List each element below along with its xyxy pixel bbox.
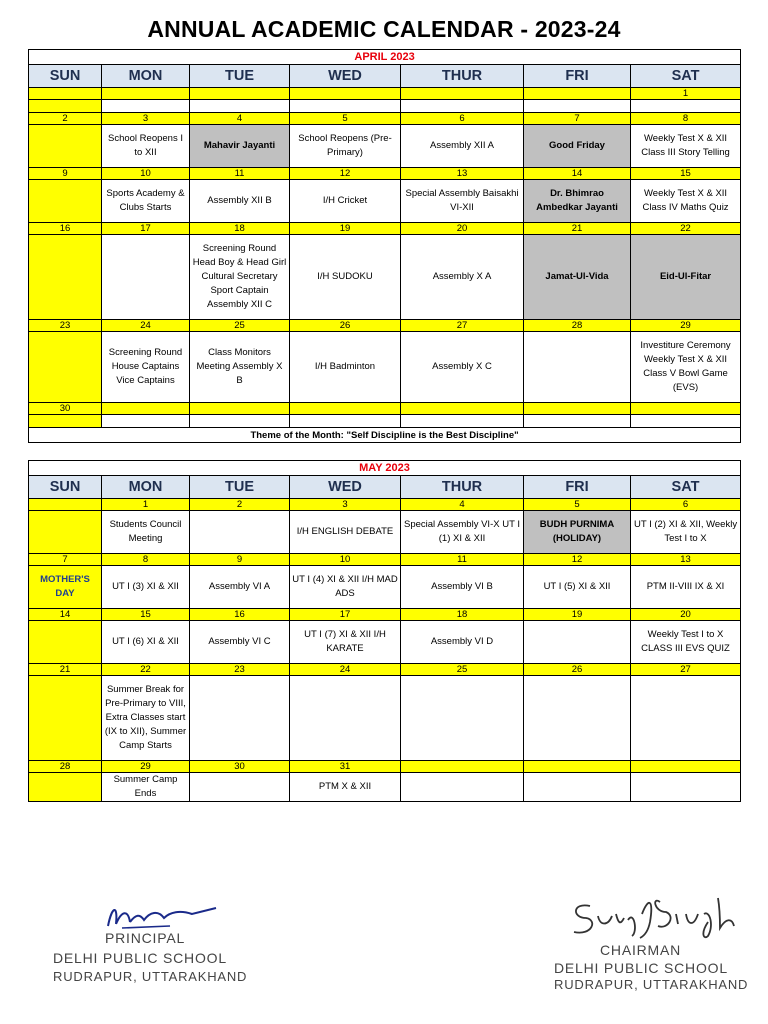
chairman-place: RUDRAPUR, UTTARAKHAND — [554, 977, 749, 992]
day-event-cell: I/H Cricket — [290, 180, 401, 223]
day-event-cell — [631, 676, 741, 761]
day-number: 20 — [401, 223, 524, 235]
day-event-cell: UT I (5) XI & XII — [524, 566, 631, 609]
day-number: 5 — [290, 113, 401, 125]
day-number: 9 — [29, 168, 102, 180]
day-event-cell: Screening Round Head Boy & Head Girl Cultural Secretary Sport Captain Assembly XII C — [190, 235, 290, 320]
day-number: 23 — [29, 320, 102, 332]
weekday-thur: THUR — [401, 476, 524, 499]
april-calendar-table — [28, 49, 741, 443]
page-title: ANNUAL ACADEMIC CALENDAR - 2023-24 — [147, 16, 621, 42]
day-number: 12 — [290, 168, 401, 180]
day-event-cell — [190, 511, 290, 554]
day-event-cell: Dr. Bhimrao Ambedkar Jayanti — [524, 180, 631, 223]
event-row — [29, 621, 741, 664]
day-number — [524, 761, 631, 773]
day-event-cell — [102, 100, 190, 113]
day-event-cell: Screening Round House Captains Vice Captains — [102, 332, 190, 403]
day-event-cell: Eid-Ul-Fitar — [631, 235, 741, 320]
day-number: 6 — [631, 499, 741, 511]
day-event-cell: UT I (2) XI & XII, Weekly Test I to X — [631, 511, 741, 554]
day-number: 25 — [401, 664, 524, 676]
day-number: 23 — [190, 664, 290, 676]
day-number: 12 — [524, 554, 631, 566]
day-event-cell — [401, 100, 524, 113]
day-event-cell: Assembly VI D — [401, 621, 524, 664]
chairman-role: CHAIRMAN — [600, 942, 682, 958]
day-event-cell — [524, 100, 631, 113]
day-event-cell: Class Monitors Meeting Assembly X B — [190, 332, 290, 403]
day-event-cell — [524, 621, 631, 664]
day-event-cell: PTM II-VIII IX & XI — [631, 566, 741, 609]
day-event-cell: I/H ENGLISH DEBATE — [290, 511, 401, 554]
day-number: 22 — [102, 664, 190, 676]
day-number: 1 — [102, 499, 190, 511]
day-number-row — [29, 88, 741, 100]
day-event-cell: Assembly VI B — [401, 566, 524, 609]
day-number: 3 — [290, 499, 401, 511]
principal-role: PRINCIPAL — [105, 930, 186, 946]
day-number: 2 — [190, 499, 290, 511]
day-event-cell — [29, 180, 102, 223]
day-number: 2 — [29, 113, 102, 125]
april-weekday-header-row — [29, 65, 741, 88]
day-number: 19 — [290, 223, 401, 235]
day-number: 27 — [401, 320, 524, 332]
weekday-fri: FRI — [524, 65, 631, 88]
principal-school: DELHI PUBLIC SCHOOL — [53, 950, 227, 966]
day-event-cell: Special Assembly VI-X UT I (1) XI & XII — [401, 511, 524, 554]
principal-signature-block — [50, 900, 270, 990]
event-row — [29, 773, 741, 802]
day-event-cell: Special Assembly Baisakhi VI-XII — [401, 180, 524, 223]
day-number: 10 — [290, 554, 401, 566]
day-event-cell — [29, 100, 102, 113]
principal-signature-image — [100, 900, 220, 932]
day-number: 29 — [631, 320, 741, 332]
weekday-fri: FRI — [524, 476, 631, 499]
day-event-cell: Weekly Test I to X CLASS III EVS QUIZ — [631, 621, 741, 664]
day-number — [631, 403, 741, 415]
chairman-signature-image — [568, 892, 738, 942]
day-number — [102, 88, 190, 100]
day-number: 21 — [524, 223, 631, 235]
day-event-cell — [190, 773, 290, 802]
day-number: 15 — [631, 168, 741, 180]
day-event-cell — [524, 415, 631, 428]
day-number — [29, 88, 102, 100]
day-event-cell: Assembly X A — [401, 235, 524, 320]
may-calendar-table — [28, 460, 741, 802]
day-number: 26 — [290, 320, 401, 332]
april-month-row — [29, 50, 741, 65]
day-event-cell: UT I (7) XI & XII I/H KARATE — [290, 621, 401, 664]
april-month-title: APRIL 2023 — [29, 50, 741, 65]
day-event-cell — [290, 100, 401, 113]
weekday-tue: TUE — [190, 476, 290, 499]
day-event-cell — [524, 676, 631, 761]
day-number: 13 — [401, 168, 524, 180]
day-number: 3 — [102, 113, 190, 125]
day-number: 27 — [631, 664, 741, 676]
weekday-sat: SAT — [631, 65, 741, 88]
weekday-sat: SAT — [631, 476, 741, 499]
day-event-cell: Good Friday — [524, 125, 631, 168]
day-number: 14 — [524, 168, 631, 180]
day-number-row — [29, 664, 741, 676]
day-event-cell — [29, 332, 102, 403]
day-event-cell: I/H Badminton — [290, 332, 401, 403]
theme-of-month: Theme of the Month: "Self Discipline is the Best Discipline" — [29, 428, 741, 443]
day-event-cell — [29, 125, 102, 168]
day-event-cell — [631, 100, 741, 113]
day-event-cell — [631, 415, 741, 428]
day-event-cell: Students Council Meeting — [102, 511, 190, 554]
day-number: 30 — [29, 403, 102, 415]
event-row — [29, 676, 741, 761]
day-number: 31 — [290, 761, 401, 773]
day-number: 9 — [190, 554, 290, 566]
may-month-title: MAY 2023 — [29, 461, 741, 476]
day-event-cell: Assembly VI A — [190, 566, 290, 609]
may-weekday-header-row — [29, 476, 741, 499]
day-event-cell — [190, 415, 290, 428]
day-event-cell: Assembly XII B — [190, 180, 290, 223]
day-event-cell — [524, 773, 631, 802]
chairman-school: DELHI PUBLIC SCHOOL — [554, 960, 728, 976]
day-event-cell — [190, 100, 290, 113]
day-number: 16 — [190, 609, 290, 621]
day-event-cell: Weekly Test X & XII Class IV Maths Quiz — [631, 180, 741, 223]
day-number: 28 — [524, 320, 631, 332]
day-event-cell — [524, 332, 631, 403]
day-event-cell: Sports Academy & Clubs Starts — [102, 180, 190, 223]
day-number-row — [29, 223, 741, 235]
day-number-row — [29, 609, 741, 621]
day-number: 10 — [102, 168, 190, 180]
theme-row — [29, 428, 741, 443]
day-number: 5 — [524, 499, 631, 511]
day-number: 15 — [102, 609, 190, 621]
day-number-row — [29, 113, 741, 125]
day-number: 6 — [401, 113, 524, 125]
day-number: 11 — [401, 554, 524, 566]
day-number-row — [29, 168, 741, 180]
day-event-cell: Mahavir Jayanti — [190, 125, 290, 168]
day-number: 22 — [631, 223, 741, 235]
day-number: 8 — [631, 113, 741, 125]
event-row — [29, 511, 741, 554]
may-month-row — [29, 461, 741, 476]
day-number-row — [29, 320, 741, 332]
day-event-cell — [290, 415, 401, 428]
day-number: 17 — [102, 223, 190, 235]
day-number — [102, 403, 190, 415]
day-event-cell — [290, 676, 401, 761]
day-number: 18 — [401, 609, 524, 621]
day-number: 26 — [524, 664, 631, 676]
event-row — [29, 100, 741, 113]
day-number: 18 — [190, 223, 290, 235]
day-event-cell — [102, 415, 190, 428]
day-event-cell — [102, 235, 190, 320]
day-number — [401, 761, 524, 773]
day-event-cell: Jamat-Ul-Vida — [524, 235, 631, 320]
day-number: 1 — [631, 88, 741, 100]
day-number — [631, 761, 741, 773]
day-number: 13 — [631, 554, 741, 566]
weekday-sun: SUN — [29, 476, 102, 499]
event-row — [29, 180, 741, 223]
day-number: 4 — [190, 113, 290, 125]
day-number: 29 — [102, 761, 190, 773]
day-number — [290, 403, 401, 415]
day-number: 7 — [29, 554, 102, 566]
day-number: 8 — [102, 554, 190, 566]
day-number-row — [29, 499, 741, 511]
day-number: 21 — [29, 664, 102, 676]
weekday-mon: MON — [102, 476, 190, 499]
day-number: 20 — [631, 609, 741, 621]
day-number — [290, 88, 401, 100]
day-event-cell — [190, 676, 290, 761]
day-event-cell: PTM X & XII — [290, 773, 401, 802]
day-event-cell — [401, 773, 524, 802]
day-number: 7 — [524, 113, 631, 125]
day-number — [401, 88, 524, 100]
day-number — [524, 88, 631, 100]
day-event-cell — [29, 621, 102, 664]
event-row — [29, 566, 741, 609]
event-row — [29, 415, 741, 428]
day-event-cell: Summer Break for Pre-Primary to VIII, Extra Classes start (IX to XII), Summer Camp Starts — [102, 676, 190, 761]
day-event-cell: MOTHER'S DAY — [29, 566, 102, 609]
day-number-row — [29, 403, 741, 415]
day-event-cell — [29, 415, 102, 428]
day-number — [190, 88, 290, 100]
weekday-wed: WED — [290, 65, 401, 88]
day-number: 14 — [29, 609, 102, 621]
day-number — [190, 403, 290, 415]
day-event-cell: UT I (6) XI & XII — [102, 621, 190, 664]
day-number: 30 — [190, 761, 290, 773]
day-event-cell — [631, 773, 741, 802]
event-row — [29, 332, 741, 403]
day-event-cell: UT I (4) XI & XII I/H MAD ADS — [290, 566, 401, 609]
day-event-cell — [29, 235, 102, 320]
day-number: 4 — [401, 499, 524, 511]
day-event-cell: School Reopens I to XII — [102, 125, 190, 168]
day-number: 19 — [524, 609, 631, 621]
event-row — [29, 125, 741, 168]
day-number: 17 — [290, 609, 401, 621]
day-event-cell: Assembly XII A — [401, 125, 524, 168]
weekday-thur: THUR — [401, 65, 524, 88]
day-number: 28 — [29, 761, 102, 773]
day-event-cell — [401, 415, 524, 428]
day-event-cell — [401, 676, 524, 761]
day-event-cell: BUDH PURNIMA (HOLIDAY) — [524, 511, 631, 554]
day-number: 24 — [102, 320, 190, 332]
day-event-cell: Weekly Test X & XII Class III Story Telling — [631, 125, 741, 168]
weekday-mon: MON — [102, 65, 190, 88]
day-event-cell — [29, 773, 102, 802]
day-event-cell: Assembly VI C — [190, 621, 290, 664]
chairman-signature-block — [550, 888, 750, 992]
day-number — [29, 499, 102, 511]
day-event-cell: School Reopens (Pre-Primary) — [290, 125, 401, 168]
day-event-cell: Summer Camp Ends — [102, 773, 190, 802]
day-event-cell — [29, 676, 102, 761]
day-number: 16 — [29, 223, 102, 235]
day-event-cell: Investiture Ceremony Weekly Test X & XII Class V Bowl Game (EVS) — [631, 332, 741, 403]
day-number: 25 — [190, 320, 290, 332]
day-number — [401, 403, 524, 415]
day-number: 24 — [290, 664, 401, 676]
day-number — [524, 403, 631, 415]
weekday-tue: TUE — [190, 65, 290, 88]
day-event-cell — [29, 511, 102, 554]
event-row — [29, 235, 741, 320]
principal-place: RUDRAPUR, UTTARAKHAND — [53, 969, 248, 984]
weekday-sun: SUN — [29, 65, 102, 88]
day-number-row — [29, 761, 741, 773]
day-event-cell: UT I (3) XI & XII — [102, 566, 190, 609]
day-number: 11 — [190, 168, 290, 180]
day-event-cell: Assembly X C — [401, 332, 524, 403]
day-number-row — [29, 554, 741, 566]
day-event-cell: I/H SUDOKU — [290, 235, 401, 320]
weekday-wed: WED — [290, 476, 401, 499]
